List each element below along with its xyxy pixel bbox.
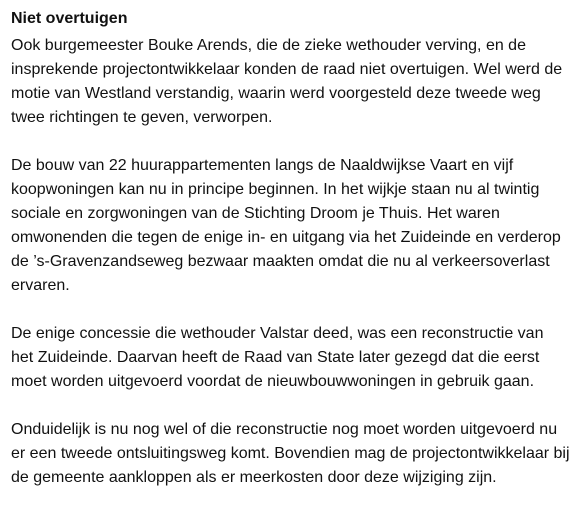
paragraph-line: koopwoningen kan nu in principe beginnen. In het wijkje staan nu al twintig xyxy=(11,181,540,198)
paragraph-line: insprekende projectontwikkelaar konden de raad niet overtuigen. Wel werd de xyxy=(11,61,563,78)
section-heading: Niet overtuigen xyxy=(11,10,128,27)
paragraph-line: omwonenden die tegen de enige in- en uitgang via het Zuideinde en verderop xyxy=(11,229,561,246)
paragraph-line: het Zuideinde. Daarvan heeft de Raad van State later gezegd dat die eerst xyxy=(11,349,540,366)
paragraph-line: de gemeente aankloppen als er meerkosten door deze wijziging zijn. xyxy=(11,469,497,486)
paragraph-line: de ’s-Gravenzandseweg bezwaar maakten omdat die nu al verkeersoverlast xyxy=(11,253,550,270)
paragraph-line: De bouw van 22 huurappartementen langs de Naaldwijkse Vaart en vijf xyxy=(11,157,514,174)
paragraph-line: De enige concessie die wethouder Valstar deed, was een reconstructie van xyxy=(11,325,544,342)
paragraph-line: Onduidelijk is nu nog wel of die reconstructie nog moet worden uitgevoerd nu xyxy=(11,421,558,438)
paragraph-1 xyxy=(11,34,573,130)
paragraph-line: ervaren. xyxy=(11,277,70,294)
paragraph-3 xyxy=(11,322,573,394)
paragraph-line: sociale en zorgwoningen van de Stichting Droom je Thuis. Het waren xyxy=(11,205,500,222)
paragraph-line: Ook burgemeester Bouke Arends, die de zieke wethouder verving, en de xyxy=(11,37,526,54)
paragraph-2 xyxy=(11,154,573,298)
paragraph-line: moet worden uitgevoerd voordat de nieuwbouwwoningen in gebruik gaan. xyxy=(11,373,535,390)
paragraph-line: twee richtingen te geven, verworpen. xyxy=(11,109,273,126)
paragraph-line: motie van Westland verstandig, waarin werd voorgesteld deze tweede weg xyxy=(11,85,541,102)
paragraph-4 xyxy=(11,418,573,490)
paragraph-line: er een tweede ontsluitingsweg komt. Bovendien mag de projectontwikkelaar bij xyxy=(11,445,570,462)
